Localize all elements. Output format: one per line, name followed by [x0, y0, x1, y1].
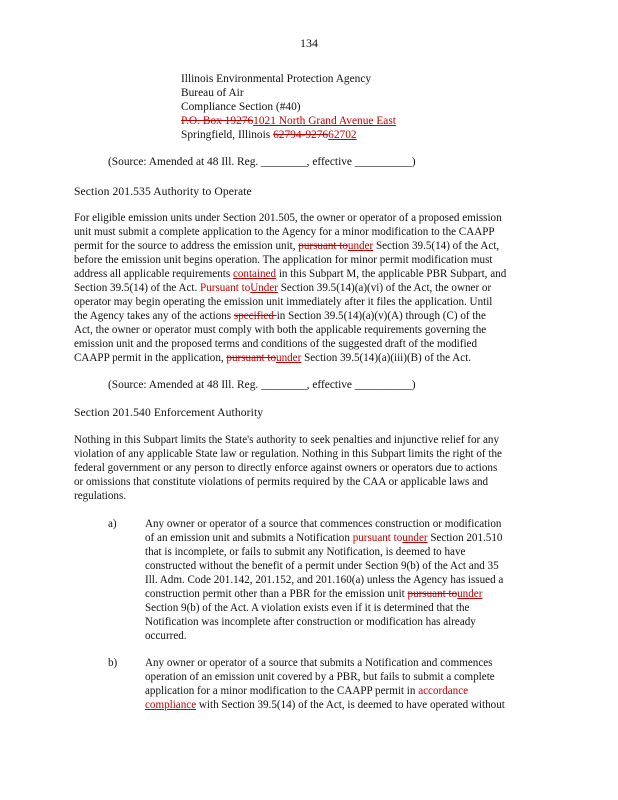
inserted-text: under [347, 239, 374, 252]
page-number: 134 [300, 36, 318, 50]
subsection-text: Any owner or operator of a source that commences construction or modification of an emission unit and submits a Notification pursuant tounder Section 201.510 that is incomplete, or fails to submit any Notification, is deemed to have constructed without the benefit of a permit under Section 9(b) of the Act and 35 Ill. Adm. Code 201.142, 201.152, and 201.160(a) unless the Agency has issued a construction permit other than a PBR for the emission unit pursuant tounder Section 9(b) of the Act. A violation exists even if it is determined that the Notification was incomplete after construction or modification has already occurred. [145, 518, 504, 642]
inserted-text: under [457, 587, 483, 600]
address-line [181, 114, 396, 128]
address-line: Springfield, Illinois 62794-927662702 [181, 129, 357, 142]
deleted-text: P.O. Box 19276 [181, 115, 254, 128]
inserted-text: under [402, 531, 428, 544]
section-535-paragraph: For eligible emission units under Section 201.505, the owner or operator of a proposed emission unit must submit a complete application to the Agency for a minor modification to the CAAPP permit for the source to address the emission unit, pursuant tounder Section 39.5(14) of the Act, before the emission unit begins operation. The application for minor permit modification must address all applicable requirements contained in this Subpart M, the applicable PBR Subpart, and Section 39.5(14) of the Act. Pursuant toUnder Section 39.5(14)(a)(vi) of the Act, the owner or operator may begin operating the emission unit immediately after it files the application. Until the Agency takes any of the actions specified in Section 39.5(14)(a)(v)(A) through (C) of the Act, the owner or operator must comply with both the applicable requirements governing the emission unit and the proposed terms and conditions of the suggested draft of the modified CAAPP permit in the application, pursuant tounder Section 39.5(14)(a)(iii)(B) of the Act. [74, 212, 507, 364]
inserted-text: contained [232, 267, 277, 280]
section-540-paragraph: Nothing in this Subpart limits the State's authority to seek penalties and injunctive relief for any violation of any applicable State law or regulation. Nothing in this Subpart limits the right of the federal government or any person to directly enforce against owners or operators due to actions or omissions that constitute violations of permits required by the CAA or applicable laws and regulations. [74, 434, 502, 502]
inserted-text: 62702 [328, 129, 357, 142]
section-heading: Section 201.535 Authority to Operate [74, 185, 252, 198]
address-line: Compliance Section (#40) [181, 101, 301, 114]
section-heading: Section 201.540 Enforcement Authority [74, 406, 264, 419]
subsection-label: a) [108, 518, 117, 530]
inserted-text: 1021 North Grand Avenue East [253, 115, 396, 128]
subsection-label: b) [108, 657, 118, 669]
deleted-text: specified [233, 309, 277, 322]
inserted-text: Under [250, 281, 278, 294]
address-line: Bureau of Air [181, 87, 244, 100]
deleted-text: 62794-9276 [273, 129, 329, 142]
subsection-text: Any owner or operator of a source that submits a Notification and commences operation of an emission unit covered by a PBR, but fails to submit a complete application for a minor modification to the CAAPP permit in accordance compliance with Section 39.5(14) of the Act, is deemed to have operated without [145, 657, 505, 711]
mailing-address [181, 72, 396, 142]
deleted-text: pursuant to [298, 239, 348, 252]
deleted-text: pursuant to [226, 351, 277, 364]
inserted-text: under [276, 351, 302, 364]
inserted-text: compliance [145, 698, 197, 711]
source-note: (Source: Amended at 48 Ill. Reg. ________, effective __________) [108, 379, 416, 391]
deleted-text: pursuant to [407, 587, 458, 600]
address-line: Illinois Environmental Protection Agency [181, 73, 372, 85]
source-note: (Source: Amended at 48 Ill. Reg. ________, effective __________) [108, 156, 416, 168]
